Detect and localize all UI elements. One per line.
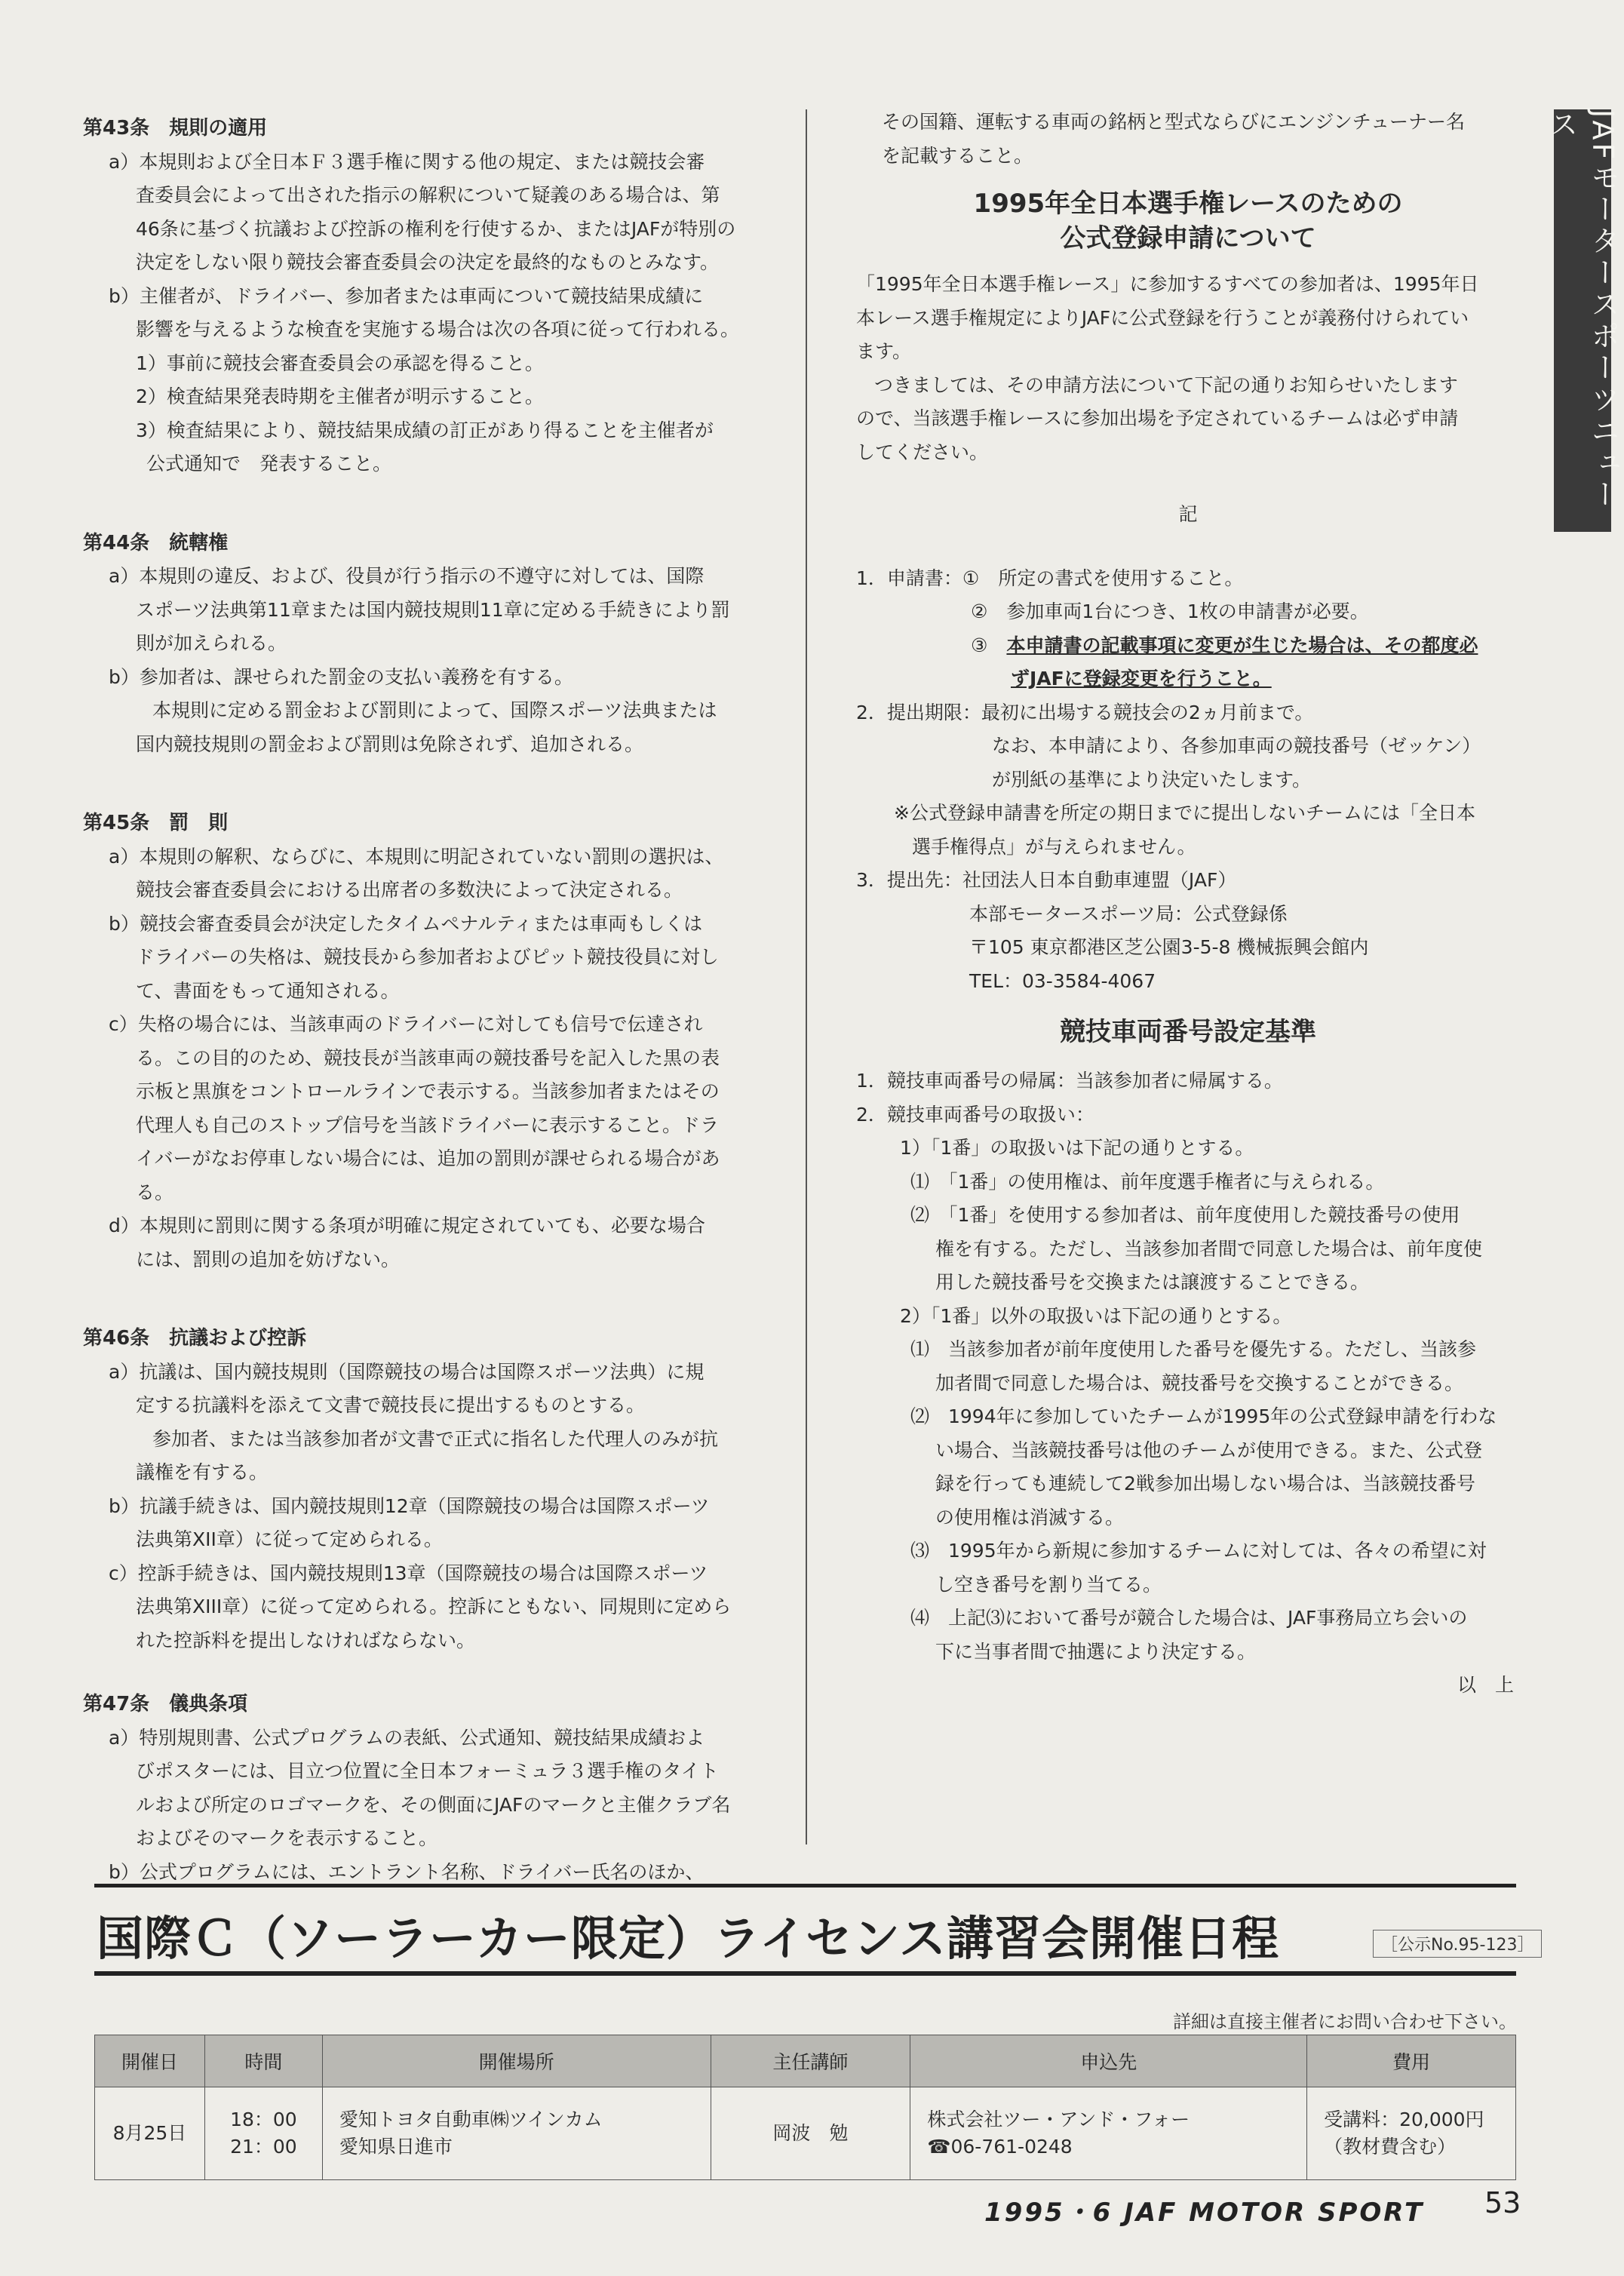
article-text: a）特別規則書、公式プログラムの表紙、公式通知、競技結果成績およ — [109, 1726, 705, 1749]
article-47-title: 第47条 儀典条項 — [83, 1693, 248, 1715]
section-tab: JAFモータースポーツニュース — [1554, 109, 1611, 532]
intro-text: 本レース選手権規定によりJAFに公式登録を行うことが義務付けられてい — [856, 306, 1469, 329]
intro-text: ので、当該選手権レースに参加出場を予定されているチームは必ず申請 — [856, 407, 1459, 429]
item-text: し空き番号を割り当てる。 — [935, 1573, 1162, 1596]
time-start: 18：00 — [230, 2109, 297, 2130]
item-text: ずJAFに登録変更を行うこと。 — [1011, 668, 1272, 690]
item-text: 選手権得点」が与えられません。 — [912, 835, 1196, 858]
item-text: ② 参加車両1台につき、1枚の申請書が必要。 — [971, 600, 1369, 622]
item-text: ⑵ 1994年に参加していたチームが1995年の公式登録申請を行わな — [910, 1405, 1497, 1427]
column-header: 開催日 — [95, 2035, 205, 2087]
item-text: 1）「1番」の取扱いは下記の通りとする。 — [900, 1137, 1254, 1159]
article-text: びポスターには、目立つ位置に全日本フォーミュラ３選手権のタイト — [136, 1760, 719, 1782]
item-text: の使用権は消滅する。 — [935, 1506, 1125, 1528]
article-text: a）本規則の違反、および、役員が行う指示の不遵守に対しては、国際 — [109, 565, 705, 587]
item-text: ⑷ 上記⑶において番号が競合した場合は、JAF事務局立ち会いの — [910, 1607, 1468, 1629]
item-text-emphasis — [856, 629, 1520, 663]
registration-title: 公式登録申請について — [1060, 223, 1316, 253]
article-text: 競技会審査委員会における出席者の多数決によって決定される。 — [136, 879, 683, 901]
item-text: 3．提出先：社団法人日本自動車連盟（JAF） — [856, 869, 1237, 891]
article-46-title: 第46条 抗議および控訴 — [83, 1327, 307, 1350]
article-text: その国籍、運転する車両の銘柄と型式ならびにエンジンチューナー名 — [882, 111, 1466, 133]
article-text: イバーがなお停車しない場合には、追加の罰則が課せられる場合があ — [136, 1147, 720, 1169]
article-text: 参加者、または当該参加者が文書で正式に指名した代理人のみが抗 — [152, 1427, 719, 1450]
notice-number: ［公示No.95-123］ — [1373, 1930, 1542, 1958]
article-text: d）本規則に罰則に関する条項が明確に規定されていても、必要な場合 — [109, 1215, 705, 1236]
item-text: が別紙の基準により決定いたします。 — [992, 768, 1312, 791]
item-text: 本部モータースポーツ局：公式登録係 — [969, 902, 1288, 925]
contact-phone: ☎06-761-0248 — [927, 2136, 1073, 2158]
article-text: a）本規則および全日本Ｆ３選手権に関する他の規定、または競技会審 — [109, 150, 705, 173]
banner-bottom-rule — [94, 1971, 1516, 1976]
table-header-row — [95, 2035, 1516, 2087]
column-header: 申込先 — [910, 2035, 1307, 2087]
page-number: 53 — [1484, 2186, 1521, 2219]
issue-footer: 1995・6 JAF MOTOR SPORT — [984, 2198, 1425, 2228]
intro-text: つきましては、その申請方法について下記の通りお知らせいたします — [874, 373, 1458, 396]
license-seminar-title: 国際Ｃ（ソーラーカー限定）ライセンス講習会開催日程 — [97, 1911, 1280, 1966]
article-text: スポーツ法典第11章または国内競技規則11章に定める手続きにより罰 — [136, 598, 730, 621]
item-text: 本申請書の記載事項に変更が生じた場合は、その都度必 — [1006, 634, 1478, 656]
article-text: ドライバーの失格は、競技長から参加者およびピット競技役員に対し — [136, 946, 719, 968]
article-text: を記載すること。 — [882, 144, 1033, 167]
place-cell — [322, 2087, 711, 2180]
closing-mark: 以 上 — [1457, 1674, 1514, 1696]
item-text: ※公式登録申請書を所定の期日までに提出しないチームには「全日本 — [894, 802, 1475, 824]
article-text: 2）検査結果発表時期を主催者が明示すること。 — [136, 385, 544, 407]
column-header: 主任講師 — [711, 2035, 910, 2087]
article-text: a）本規則の解釈、ならびに、本規則に明記されていない罰則の選択は、 — [109, 845, 724, 868]
time-cell — [204, 2087, 322, 2180]
article-text: 則が加えられる。 — [136, 632, 287, 654]
intro-text: ます。 — [856, 340, 912, 362]
article-text: 査委員会によって出された指示の解釈について疑義のある場合は、第 — [136, 184, 720, 206]
item-text: 〒105 東京都港区芝公園3-5-8 機械振興会館内 — [969, 936, 1369, 958]
instructor-cell: 岡波 勉 — [711, 2087, 910, 2180]
article-text: には、罰則の追加を妨げない。 — [136, 1248, 401, 1270]
article-text: 国内競技規則の罰金および罰則は免除されず、追加される。 — [136, 733, 644, 755]
article-text: ルおよび所定のロゴマークを、その側面にJAFのマークと主催クラブ名 — [136, 1793, 731, 1816]
article-text: 本規則に定める罰金および罰則によって、国際スポーツ法典または — [152, 699, 717, 721]
item-text: ⑴ 「1番」の使用権は、前年度選手権者に与えられる。 — [910, 1170, 1385, 1193]
right-column — [856, 106, 1520, 1703]
article-text: て、書面をもって通知される。 — [136, 979, 400, 1002]
item-text: 用した競技番号を交換または譲渡することできる。 — [935, 1271, 1370, 1293]
item-text: ⑴ 当該参加者が前年度使用した番号を優先する。ただし、当該参 — [910, 1338, 1477, 1360]
column-header: 時間 — [204, 2035, 322, 2087]
schedule-table — [94, 2035, 1516, 2180]
article-43-title: 第43条 規則の適用 — [83, 117, 268, 140]
article-text: 影響を与えるような検査を実施する場合は次の各項に従って行われる。 — [136, 318, 740, 340]
item-text: 下に当事者間で抽選により決定する。 — [935, 1640, 1257, 1663]
item-text: 1．競技車両番号の帰属：当該参加者に帰属する。 — [856, 1070, 1283, 1092]
article-text: れた控訴料を提出しなければならない。 — [136, 1629, 476, 1651]
article-text: b）抗議手続きは、国内競技規則12章（国際競技の場合は国際スポーツ — [109, 1494, 710, 1517]
table-row — [95, 2087, 1516, 2180]
article-text: 定する抗議料を添えて文書で競技長に提出するものとする。 — [136, 1394, 646, 1416]
place-city: 愛知県日進市 — [339, 2136, 453, 2158]
article-44-title: 第44条 統轄権 — [83, 531, 229, 554]
article-text: 示板と黒旗をコントロールラインで表示する。当該参加者またはその — [136, 1080, 720, 1102]
fee-cell — [1307, 2087, 1516, 2180]
article-text: 法典第XII章）に従って定められる。 — [136, 1528, 443, 1550]
article-text: c）控訴手続きは、国内競技規則13章（国際競技の場合は国際スポーツ — [109, 1562, 708, 1584]
contact-cell — [910, 2087, 1307, 2180]
article-text: b）公式プログラムには、エントラント名称、ドライバー氏名のほか、 — [109, 1860, 705, 1883]
item-text: い場合、当該競技番号は他のチームが使用できる。また、公式登 — [935, 1439, 1483, 1461]
item-text: 録を行っても連続して2戦参加出場しない場合は、当該競技番号 — [935, 1473, 1475, 1494]
article-text: 3）検査結果により、競技結果成績の訂正があり得ることを主催者が — [136, 419, 714, 441]
contact-note: 詳細は直接主催者にお問い合わせ下さい。 — [1173, 2011, 1517, 2032]
article-text: 公式通知で 発表すること。 — [146, 453, 392, 475]
item-text: なお、本申請により、各参加車両の競技番号（ゼッケン） — [992, 735, 1481, 757]
article-text: 1）事前に競技会審査委員会の承認を得ること。 — [136, 352, 544, 374]
item-text: 2）「1番」以外の取扱いは下記の通りとする。 — [900, 1304, 1292, 1327]
number-rule-title: 競技車両番号設定基準 — [1060, 1017, 1316, 1047]
article-text: る。 — [136, 1181, 174, 1203]
item-text: 権を有する。ただし、当該参加者間で同意した場合は、前年度使 — [935, 1237, 1483, 1260]
item-text: 2．競技車両番号の取扱い： — [856, 1103, 1094, 1126]
article-text: 46条に基づく抗議および控訴の権利を行使するか、またはJAFが特別の — [136, 217, 736, 240]
intro-text: してください。 — [856, 441, 989, 463]
article-text: る。この目的のため、競技長が当該車両の競技番号を記入した黒の表 — [136, 1046, 720, 1069]
article-text: 代理人も自己のストップ信号を当該ドライバーに表示すること。ドラ — [136, 1113, 720, 1136]
article-45-title: 第45条 罰 則 — [83, 812, 229, 834]
item-text: 加者間で同意した場合は、競技番号を交換することができる。 — [935, 1371, 1464, 1394]
banner-top-rule — [94, 1884, 1516, 1887]
item-text: 2．提出期限：最初に出場する競技会の2ヵ月前まで。 — [856, 701, 1314, 723]
registration-title: 1995年全日本選手権レースのための — [973, 189, 1403, 219]
article-text: a）抗議は、国内競技規則（国際競技の場合は国際スポーツ法典）に規 — [109, 1360, 705, 1383]
column-header: 費用 — [1307, 2035, 1516, 2087]
article-text: b）主催者が、ドライバー、参加者または車両について競技結果成績に — [109, 284, 704, 307]
article-text: b）競技会審査委員会が決定したタイムペナルティまたは車両もしくは — [109, 912, 703, 935]
place-name: 愛知トヨタ自動車㈱ツインカム — [339, 2109, 603, 2130]
article-text: 議権を有する。 — [136, 1461, 269, 1483]
ki-marker: 記 — [1178, 503, 1198, 525]
item-text: 1．申請書：① 所定の書式を使用すること。 — [856, 567, 1244, 589]
item-text: ⑵ 「1番」を使用する参加者は、前年度使用した競技番号の使用 — [910, 1204, 1460, 1226]
left-column — [83, 112, 762, 1889]
date-cell: 8月25日 — [95, 2087, 205, 2180]
time-end: 21：00 — [230, 2136, 297, 2158]
article-text: 決定をしない限り競技会審査委員会の決定を最終的なものとみなす。 — [136, 251, 720, 273]
article-text: b）参加者は、課せられた罰金の支払い義務を有する。 — [109, 665, 573, 688]
article-text: c）失格の場合には、当該車両のドライバーに対しても信号で伝達され — [109, 1013, 703, 1035]
intro-text: 「1995年全日本選手権レース」に参加するすべての参加者は、1995年日 — [856, 273, 1479, 295]
contact-company: 株式会社ツー・アンド・フォー — [927, 2109, 1190, 2130]
column-header: 開催場所 — [322, 2035, 711, 2087]
fee-note: （教材費含む） — [1324, 2136, 1457, 2158]
fee-amount: 受講料：20,000円 — [1324, 2109, 1484, 2130]
item-text: ⑶ 1995年から新規に参加するチームに対しては、各々の希望に対 — [910, 1540, 1487, 1562]
column-divider — [806, 109, 807, 1844]
article-text: およびそのマークを表示すること。 — [136, 1827, 438, 1849]
circle-mark: ③ — [971, 634, 988, 656]
article-text: 法典第XIII章）に従って定められる。控訴にともない、同規則に定めら — [136, 1596, 732, 1617]
item-text: TEL：03-3584-4067 — [969, 969, 1156, 992]
